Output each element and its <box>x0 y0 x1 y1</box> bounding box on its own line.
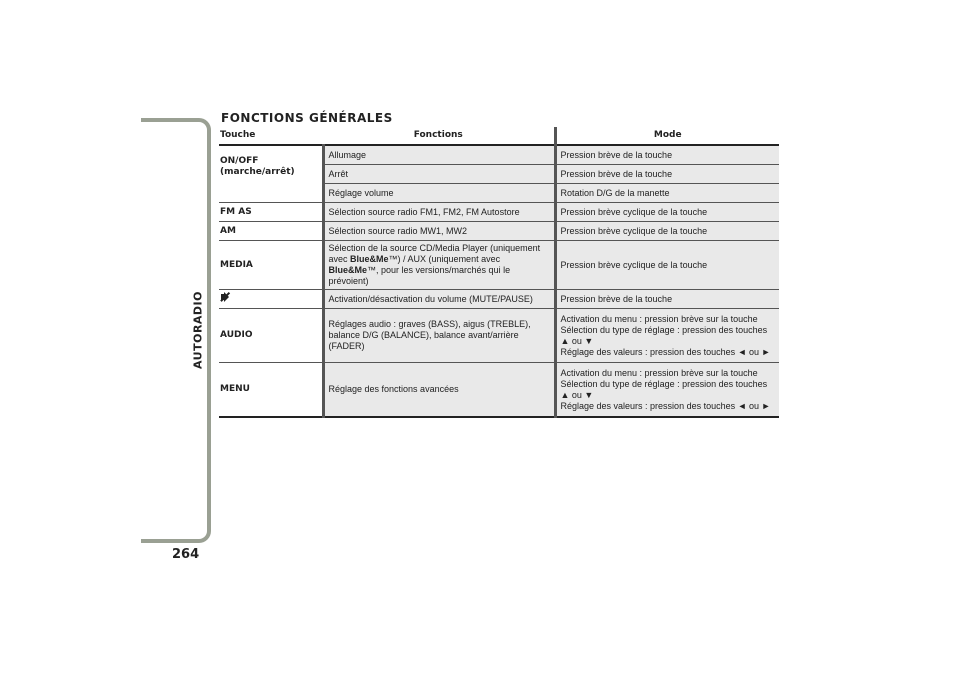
mode-line: Sélection du type de réglage : pression des touches <box>560 378 768 389</box>
function-cell: Sélection source radio FM1, FM2, FM Autostore <box>323 203 555 222</box>
mode-cell: Pression brève cyclique de la touche <box>555 203 779 222</box>
mode-line: Réglage des valeurs : pression des touches ◄ ou ► <box>560 400 771 411</box>
function-text: Sélection de la source CD/Media Player (uniquement avec <box>328 243 541 264</box>
function-text: ™, pour les versions/marchés qui le prévoient) <box>328 265 511 286</box>
key-cell: MEDIA <box>219 241 323 290</box>
mode-cell <box>555 363 779 418</box>
function-text: ™) / AUX (uniquement avec <box>388 254 501 264</box>
function-cell: Activation/désactivation du volume (MUTE/PAUSE) <box>323 290 555 309</box>
function-cell: Réglage volume <box>323 184 555 203</box>
function-cell <box>323 241 555 290</box>
function-cell: Allumage <box>323 145 555 165</box>
mode-cell: Rotation D/G de la manette <box>555 184 779 203</box>
function-cell: Sélection source radio MW1, MW2 <box>323 222 555 241</box>
function-cell: Arrêt <box>323 165 555 184</box>
mode-cell: Pression brève de la touche <box>555 290 779 309</box>
key-cell: FM AS <box>219 203 323 222</box>
brand-text: Blue&Me <box>328 265 368 275</box>
table-row <box>219 222 779 241</box>
mode-cell: Pression brève de la touche <box>555 145 779 165</box>
key-cell: AUDIO <box>219 309 323 363</box>
header-fonctions: Fonctions <box>323 127 555 145</box>
table-row <box>219 203 779 222</box>
mode-line: ▲ ou ▼ <box>560 389 594 400</box>
chapter-label: AUTORADIO <box>191 290 205 370</box>
mode-line: Réglage des valeurs : pression des touches ◄ ou ► <box>560 346 771 357</box>
mode-cell <box>555 309 779 363</box>
table-row <box>219 241 779 290</box>
functions-table <box>219 127 779 418</box>
table-row <box>219 363 779 418</box>
key-cell <box>219 290 323 309</box>
table-row <box>219 309 779 363</box>
mode-line: Activation du menu : pression brève sur la touche <box>560 367 758 378</box>
header-touche: Touche <box>219 127 323 145</box>
table-header-row <box>219 127 779 145</box>
header-mode: Mode <box>555 127 779 145</box>
key-cell: ON/OFF (marche/arrêt) <box>219 145 323 203</box>
function-cell: Réglage des fonctions avancées <box>323 363 555 418</box>
page-number: 264 <box>172 547 200 562</box>
key-cell: AM <box>219 222 323 241</box>
table-row <box>219 290 779 309</box>
mode-cell: Pression brève cyclique de la touche <box>555 222 779 241</box>
function-cell: Réglages audio : graves (BASS), aigus (TREBLE), balance D/G (BALANCE), balance avant/arrière (FADER) <box>323 309 555 363</box>
mode-line: Activation du menu : pression brève sur la touche <box>560 313 758 324</box>
mode-line: ▲ ou ▼ <box>560 335 594 346</box>
mode-cell: Pression brève de la touche <box>555 165 779 184</box>
key-cell: MENU <box>219 363 323 418</box>
mode-cell: Pression brève cyclique de la touche <box>555 241 779 290</box>
mode-line: Sélection du type de réglage : pression des touches <box>560 324 768 335</box>
section-title: FONCTIONS GÉNÉRALES <box>221 111 393 125</box>
mute-icon <box>220 292 230 302</box>
brand-text: Blue&Me <box>350 254 389 264</box>
table-row <box>219 145 779 165</box>
